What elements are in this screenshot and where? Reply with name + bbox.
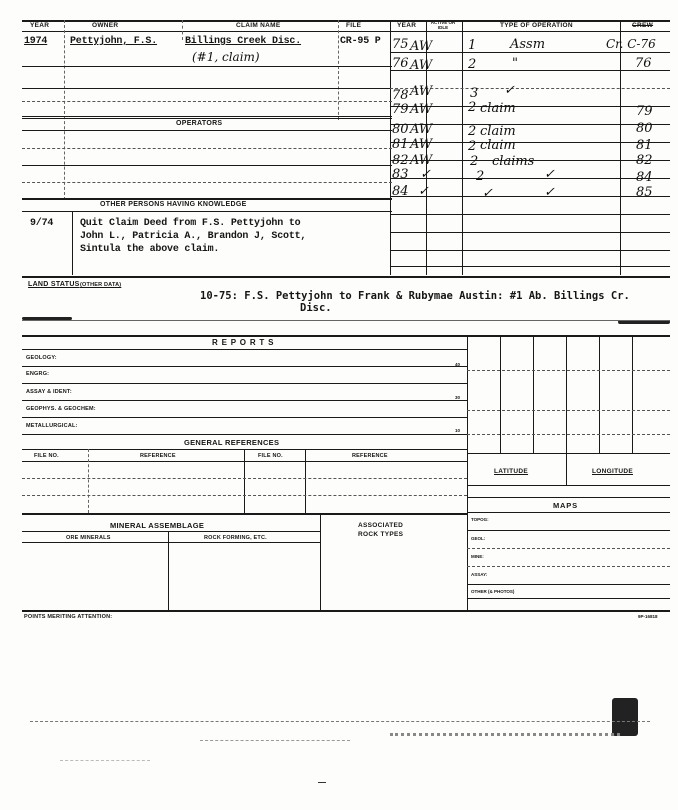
divider — [320, 513, 321, 610]
log-type: claim — [480, 101, 516, 116]
divider — [467, 335, 468, 610]
owner-year: 1974 — [24, 36, 48, 47]
reports-title: R E P O R T S — [212, 338, 275, 347]
owner-name: Pettyjohn, F.S. — [70, 36, 158, 47]
log-type: claim — [480, 124, 516, 139]
report-geophys: GEOPHYS. & GEOCHEM: — [26, 406, 96, 412]
rule — [22, 88, 392, 89]
divider — [338, 20, 339, 120]
assoc-rock-types-2: ROCK TYPES — [358, 531, 404, 538]
rule — [390, 214, 670, 215]
rule — [22, 165, 392, 166]
map-geol: GEOL: — [471, 536, 486, 541]
rule — [22, 276, 670, 278]
ref-reference: REFERENCE — [140, 453, 176, 459]
divider — [72, 211, 73, 275]
ref-file-no: FILE NO. — [34, 453, 59, 459]
log-crew: 81 — [636, 138, 653, 153]
rule — [22, 130, 392, 131]
log-status: ✓ — [420, 167, 431, 182]
log-year: 84 — [392, 184, 409, 199]
log-crew: 82 — [636, 153, 653, 168]
log-crew: 80 — [636, 121, 653, 136]
divider — [599, 335, 600, 453]
log-ops: 1 — [468, 38, 477, 53]
divider — [500, 335, 501, 453]
rule — [22, 66, 392, 67]
rule — [22, 182, 392, 183]
col-year: YEAR — [30, 22, 50, 29]
log-year: 81 — [392, 137, 409, 152]
col-owner: OWNER — [92, 22, 119, 29]
latitude-label: LATITUDE — [494, 468, 529, 475]
col-active-idle: ACTIVE OR IDLE — [430, 20, 456, 30]
log-type: ✓ — [544, 167, 555, 182]
map-other: OTHER (& PHOTOS) — [471, 589, 515, 594]
rule — [22, 320, 670, 321]
log-type: ✓ — [544, 185, 555, 200]
log-ops: 2 — [468, 57, 477, 72]
log-ops: 2 — [468, 100, 477, 115]
longitude-label: LONGITUDE — [592, 468, 633, 475]
knowledge-date: 9/74 — [30, 218, 54, 229]
log-year: 75 — [392, 37, 409, 52]
knowledge-line-1: Quit Claim Deed from F.S. Pettyjohn to — [80, 218, 301, 229]
claim-note: (#1, claim) — [192, 50, 260, 64]
rule — [22, 118, 392, 119]
rule — [22, 116, 392, 117]
rule — [22, 101, 392, 102]
log-year: 79 — [392, 102, 409, 117]
file-number: CR-95 P — [340, 36, 381, 47]
rule — [22, 417, 467, 418]
col-type-of-operation: TYPE OF OPERATION — [500, 22, 573, 29]
log-year: 78 — [392, 88, 409, 103]
log-ops: 3 — [470, 86, 479, 101]
rule — [467, 370, 670, 371]
rule — [467, 485, 670, 486]
log-year: 83 — [392, 167, 409, 182]
report-num: 40 — [455, 362, 461, 367]
scan-mark — [390, 733, 620, 736]
rock-forming-label: ROCK FORMING, ETC. — [204, 535, 267, 541]
map-mine: MINE: — [471, 554, 484, 559]
rule — [22, 148, 392, 149]
scan-mark — [30, 721, 650, 722]
log-status: ✓ — [418, 184, 429, 199]
log-ops: ✓ — [482, 186, 493, 201]
log-ops: 2 — [476, 169, 485, 184]
log-status: AW — [410, 84, 433, 99]
map-topog: TOPOG: — [471, 517, 489, 522]
log-status: AW — [410, 39, 433, 54]
col-file: FILE — [346, 22, 362, 29]
rule — [22, 434, 467, 435]
divider — [244, 449, 245, 513]
rule — [467, 598, 670, 599]
form-number: 9P-16818 — [638, 614, 658, 619]
log-status: AW — [410, 58, 433, 73]
rule — [467, 530, 670, 531]
land-status-line-1: 10-75: F.S. Pettyjohn to Frank & Rubymae Austin: #1 Ab. Billings Cr. — [200, 290, 630, 302]
log-status: AW — [410, 137, 433, 152]
rule — [22, 400, 467, 401]
rule — [467, 497, 670, 498]
rule — [467, 584, 670, 585]
report-metallurgical: METALLURGICAL: — [26, 423, 78, 429]
log-crew: Cr. C-76 — [606, 37, 656, 51]
rule — [467, 566, 670, 567]
log-crew: 79 — [636, 104, 653, 119]
divider — [620, 20, 621, 275]
general-references-title: GENERAL REFERENCES — [184, 438, 280, 447]
rule — [467, 548, 670, 549]
log-crew: 76 — [635, 56, 652, 71]
knowledge-line-2: John L., Patricia A., Brandon J, Scott, — [80, 231, 307, 242]
log-ops: 2 — [468, 139, 477, 154]
divider — [462, 20, 463, 275]
col-crew: CREW — [632, 22, 654, 29]
rule — [390, 266, 670, 267]
rule — [22, 495, 467, 496]
rule — [22, 383, 467, 384]
rule — [467, 453, 670, 454]
operators-title: OPERATORS — [176, 120, 223, 127]
rule — [22, 349, 467, 350]
divider — [632, 335, 633, 453]
log-status: AW — [410, 153, 433, 168]
ref-reference-2: REFERENCE — [352, 453, 388, 459]
log-status: AW — [410, 122, 433, 137]
knowledge-title: OTHER PERSONS HAVING KNOWLEDGE — [100, 201, 247, 208]
log-type: ✓ — [504, 83, 515, 98]
log-ops: 2 — [470, 154, 479, 169]
knowledge-line-3: Sintula the above claim. — [80, 244, 220, 255]
rule — [22, 211, 392, 212]
rule — [390, 250, 670, 251]
log-crew: 84 — [636, 170, 653, 185]
maps-title: MAPS — [553, 501, 578, 510]
land-status-line-2: Disc. — [300, 302, 332, 314]
rule — [390, 196, 670, 197]
scan-mark — [612, 698, 638, 736]
rule — [390, 178, 670, 179]
report-engrg: ENGRG: — [26, 371, 50, 377]
rule — [467, 512, 670, 513]
report-num: 30 — [455, 395, 461, 400]
ore-minerals-label: ORE MINERALS — [66, 535, 111, 541]
map-assay: ASSAY: — [471, 572, 488, 577]
report-num: 10 — [455, 428, 461, 433]
log-type: claim — [480, 138, 516, 153]
rule — [22, 610, 670, 612]
report-geology: GEOLOGY: — [26, 355, 57, 361]
log-year: 82 — [392, 153, 409, 168]
divider — [88, 449, 89, 513]
col-claim-name: CLAIM NAME — [236, 22, 281, 29]
rule — [22, 31, 670, 32]
rule — [22, 513, 467, 515]
land-status-sublabel: (OTHER DATA) — [80, 282, 122, 288]
log-crew: 85 — [636, 185, 653, 200]
rule — [22, 335, 670, 337]
rule — [22, 198, 392, 200]
land-status-label: LAND STATUS — [28, 281, 80, 288]
ref-file-no-2: FILE NO. — [258, 453, 283, 459]
divider — [168, 531, 169, 610]
log-year: 80 — [392, 122, 409, 137]
points-meriting-attention: POINTS MERITING ATTENTION: — [24, 614, 113, 620]
rule — [22, 531, 320, 532]
rule — [22, 542, 320, 543]
divider — [533, 335, 534, 453]
scan-mark — [200, 740, 350, 741]
log-type: claims — [492, 154, 535, 169]
rule — [467, 434, 670, 435]
rule — [22, 366, 467, 367]
mineral-title: MINERAL ASSEMBLAGE — [110, 521, 205, 530]
col-year2: YEAR — [397, 22, 417, 29]
log-year: 76 — [392, 56, 409, 71]
divider — [64, 20, 65, 200]
divider — [182, 20, 183, 40]
assoc-rock-types-1: ASSOCIATED — [358, 522, 404, 529]
divider — [305, 449, 306, 513]
log-status: AW — [410, 102, 433, 117]
rule — [467, 410, 670, 411]
scan-mark — [60, 760, 150, 761]
rule — [390, 232, 670, 233]
report-assay: ASSAY & IDENT: — [26, 389, 72, 395]
rule — [22, 478, 467, 479]
scan-mark — [318, 782, 326, 783]
claim-name: Billings Creek Disc. — [185, 36, 302, 47]
log-type: Assm — [510, 37, 546, 52]
log-ops: 2 — [468, 124, 477, 139]
log-type: " — [512, 56, 518, 71]
